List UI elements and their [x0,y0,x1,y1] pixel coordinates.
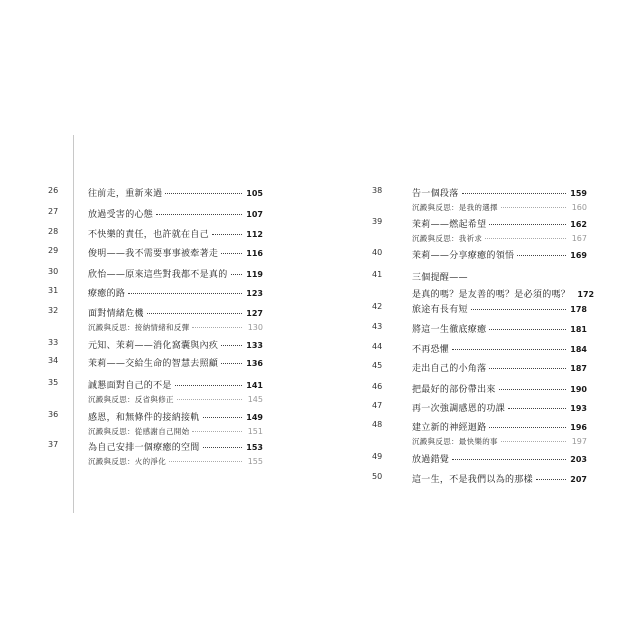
dot-leader [128,293,242,294]
page-number: 116 [246,249,263,258]
toc-entry[interactable] [48,306,263,333]
page-number: 159 [570,189,587,198]
chapter-number: 45 [372,361,383,370]
toc-entry-row [372,361,587,374]
dot-leader [452,349,566,350]
chapter-number: 28 [48,227,59,236]
page-number: 141 [246,381,263,390]
dot-leader [489,329,566,330]
chapter-number: 50 [372,472,383,481]
dot-leader [221,253,242,254]
page-number: 153 [246,443,263,452]
page-number: 105 [246,189,263,198]
chapter-title: 療癒的路 [88,289,126,299]
toc-entry[interactable] [372,382,587,395]
page-number: 167 [571,234,587,243]
chapter-title: 建立新的神經迴路 [412,423,487,433]
chapter-number: 33 [48,338,59,347]
toc-entry-row [48,286,263,299]
chapter-title: 再一次強調感恩的功課 [412,404,506,414]
toc-entry-row [48,410,263,423]
subentry-title: 沉澱與反思：反省與修正 [88,395,174,404]
chapter-number: 37 [48,440,59,449]
toc-subentry-row [48,322,263,333]
chapter-title: 告一個段落 [412,189,459,199]
toc-entry[interactable] [372,401,587,414]
toc-subentry-row [372,233,587,244]
chapter-number: 41 [372,270,383,279]
toc-entry-row [48,440,263,453]
toc-entry-row [372,342,587,355]
toc-entry[interactable] [48,286,263,299]
subentry-title: 沉澱與反思：接納情緒和反彈 [88,323,190,332]
chapter-title: 面對情緒危機 [88,309,144,319]
chapter-number: 47 [372,401,383,410]
page-number: 184 [570,345,587,354]
toc-entry-row [372,186,587,199]
dot-leader [203,417,242,418]
dot-leader [489,368,566,369]
dot-leader [177,399,242,400]
toc-entry[interactable] [372,420,587,447]
chapter-title: 走出自己的小角落 [412,364,487,374]
page-number: 187 [570,364,587,373]
chapter-title: 放過受害的心態 [88,210,154,220]
chapter-title: 是真的嗎？是友善的嗎？是必須的嗎？ [412,290,571,300]
chapter-title: 放過錯覺 [412,455,450,465]
chapter-title: 這一生，不是我們以為的那樣 [412,475,533,485]
page-number: 162 [570,220,587,229]
page-number: 155 [247,457,263,466]
chapter-title: 旅途有長有短 [412,305,468,315]
chapter-title: 三個提醒—— [412,273,468,283]
chapter-number: 38 [372,186,383,195]
chapter-title: 把最好的部份帶出來 [412,385,496,395]
chapter-title: 不快樂的責任，也許就在自己 [88,230,209,240]
page-number: 160 [571,203,587,212]
toc-entry-row [372,401,587,414]
chapter-title: 茉莉——分享療癒的領悟 [412,251,515,261]
toc-entry[interactable] [372,322,587,335]
dot-leader [175,385,242,386]
page-number: 151 [247,427,263,436]
toc-entry-row [372,287,595,300]
chapter-number: 27 [48,207,59,216]
chapter-title: 為自己安排一個療癒的空間 [88,443,200,453]
toc-entry[interactable] [372,361,587,374]
chapter-title: 俊明——我不需要事事被牽著走 [88,249,219,259]
dot-leader [169,461,242,462]
page-number: 145 [247,395,263,404]
toc-entry[interactable] [48,227,263,240]
chapter-number: 42 [372,302,383,311]
dot-leader [192,327,242,328]
toc-entry-row [372,248,587,261]
toc-subentry-row [372,436,587,447]
subentry-title: 沉澱與反思：最快樂的事 [412,437,498,446]
toc-entry-row [372,302,587,315]
chapter-number: 43 [372,322,383,331]
chapter-number: 44 [372,342,383,351]
chapter-title: 不再恐懼 [412,345,450,355]
page-number: 149 [246,413,263,422]
page-number: 123 [246,289,263,298]
page-number: 193 [570,404,587,413]
chapter-title: 誠懇面對自己的不是 [88,381,172,391]
page-number: 107 [246,210,263,219]
toc-entry[interactable] [372,270,595,300]
toc-entry-row [372,217,587,230]
page-number: 169 [570,251,587,260]
chapter-title: 茉莉——交給生命的智慧去照顧 [88,359,219,369]
toc-subentry-row [48,394,263,405]
toc-subentry-row [48,456,263,467]
dot-leader [489,224,566,225]
toc-entry[interactable] [372,248,587,261]
dot-leader [212,234,242,235]
chapter-title: 茉莉——燃起希望 [412,220,487,230]
toc-entry[interactable] [372,472,587,485]
dot-leader [203,447,242,448]
dot-leader [165,193,242,194]
toc-entry-row [372,382,587,395]
dot-leader [221,345,242,346]
toc-entry-row [48,306,263,319]
subentry-title: 沉澱與反思：火的淨化 [88,457,166,466]
chapter-number: 29 [48,246,59,255]
page-number: 190 [570,385,587,394]
dot-leader [517,255,566,256]
chapter-number: 26 [48,186,59,195]
chapter-number: 34 [48,356,59,365]
toc-entry-row [372,472,587,485]
toc-entry[interactable] [48,186,263,199]
toc-entry-row [48,186,263,199]
toc-entry[interactable] [372,452,587,465]
page-number: 207 [570,475,587,484]
chapter-number: 39 [372,217,383,226]
page-number: 181 [570,325,587,334]
page-number: 119 [246,270,263,279]
toc-entry[interactable] [48,207,263,220]
dot-leader [471,309,566,310]
toc-entry[interactable] [372,217,587,244]
chapter-title: 欣怡——原來這些對我都不是真的 [88,270,228,280]
toc-entry[interactable] [48,440,263,467]
chapter-title: 元知、茉莉——消化窩囊與內疚 [88,341,219,351]
page-number: 136 [246,359,263,368]
page-number: 133 [246,341,263,350]
dot-leader [501,207,566,208]
dot-leader [489,427,566,428]
toc-entry[interactable] [48,246,263,259]
toc-entry[interactable] [48,267,263,280]
page-number: 172 [577,290,595,299]
toc-entry-row [48,338,263,351]
toc-entry-row [372,420,587,433]
toc-entry[interactable] [372,342,587,355]
page-number: 178 [570,305,587,314]
toc-subentry-row [48,426,263,437]
chapter-number: 31 [48,286,59,295]
dot-leader [231,274,242,275]
toc-entry-row [372,322,587,335]
dot-leader [501,441,566,442]
dot-leader [508,408,566,409]
dot-leader [462,193,566,194]
toc-entry-row [372,452,587,465]
subentry-title: 沉澱與反思：是我的選擇 [412,203,498,212]
chapter-title: 往前走，重新來過 [88,189,163,199]
dot-leader [192,431,242,432]
dot-leader [156,214,242,215]
dot-leader [536,479,566,480]
toc-entry[interactable] [372,186,587,213]
chapter-title: 將這一生徹底療癒 [412,325,487,335]
dot-leader [221,363,242,364]
toc-entry-row [48,356,263,369]
toc-entry-row [372,270,587,283]
toc-entry-row [48,227,263,240]
subentry-title: 沉澱與反思：從感謝自己開始 [88,427,190,436]
subentry-title: 沉澱與反思：我祈求 [412,234,483,243]
chapter-title: 感恩，和無條件的接納接軌 [88,413,200,423]
toc-entry-row [48,378,263,391]
toc-entry-row [48,246,263,259]
toc-entry[interactable] [372,302,587,315]
chapter-number: 36 [48,410,59,419]
page-number: 112 [246,230,263,239]
chapter-number: 46 [372,382,383,391]
toc-entry[interactable] [48,338,263,351]
page-number: 130 [247,323,263,332]
dot-leader [147,313,242,314]
page-number: 127 [246,309,263,318]
page-number: 203 [570,455,587,464]
toc-entry[interactable] [48,378,263,405]
toc-entry[interactable] [48,356,263,369]
chapter-number: 49 [372,452,383,461]
chapter-number: 40 [372,248,383,257]
chapter-number: 35 [48,378,59,387]
dot-leader [485,238,566,239]
chapter-number: 30 [48,267,59,276]
toc-entry-row [48,207,263,220]
toc-entry-row [48,267,263,280]
dot-leader [452,459,566,460]
page-number: 197 [571,437,587,446]
toc-entry[interactable] [48,410,263,437]
toc-subentry-row [372,202,587,213]
chapter-number: 48 [372,420,383,429]
page-number: 196 [570,423,587,432]
dot-leader [499,389,566,390]
chapter-number: 32 [48,306,59,315]
